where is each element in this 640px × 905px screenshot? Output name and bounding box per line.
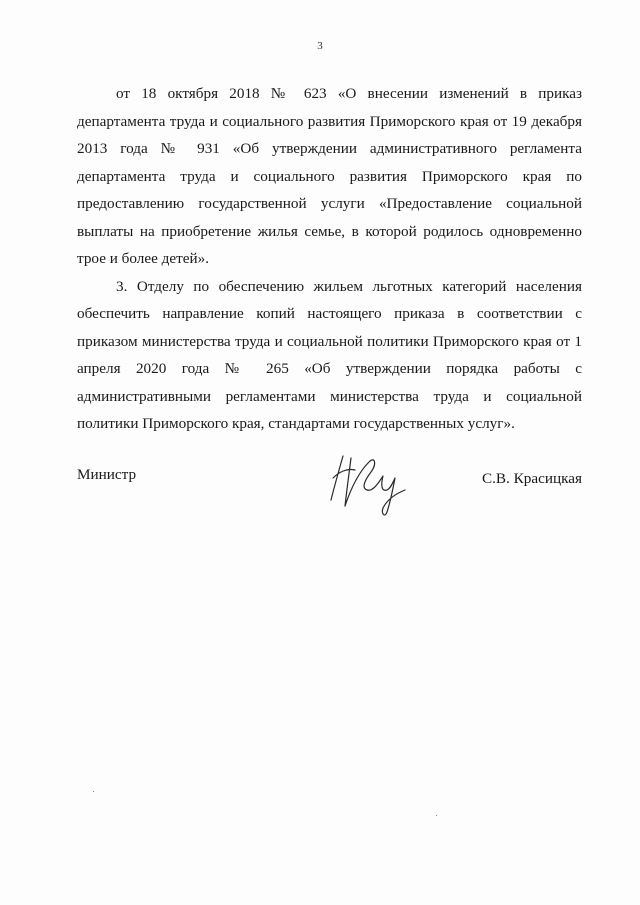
handwritten-signature-icon [325,448,415,518]
signatory-title: Министр [77,466,137,483]
signature-block [77,462,582,522]
paragraph-amendment-reference: от 18 октября 2018 № 623 «О внесении изменений в приказ департамента труда и социального развития Приморского края от 19 декабря 2013 года № 931 «Об утверждении административного регламента департамента труда и социального развития Приморского края по предоставлению государственной услуги «Предоставление социальной выплаты на приобретение жилья семье, в которой родилось одновременно трое и более детей». [77,85,582,267]
signatory-name: С.В. Красицкая [482,470,582,487]
scan-speck [93,791,94,792]
paragraph-item-3: 3. Отделу по обеспечению жильем льготных категорий населения обеспечить направление копий настоящего приказа в соответствии с приказом министерства труда и социальной политики Приморского края от 1 апреля 2020 года № 265 «Об утверждении порядка работы с административными регламентами министерства труда и социальной политики Приморского края, стандартами государственных услуг». [77,277,582,432]
page-number: 3 [317,40,323,52]
scan-speck [436,815,437,816]
document-body [77,80,582,438]
